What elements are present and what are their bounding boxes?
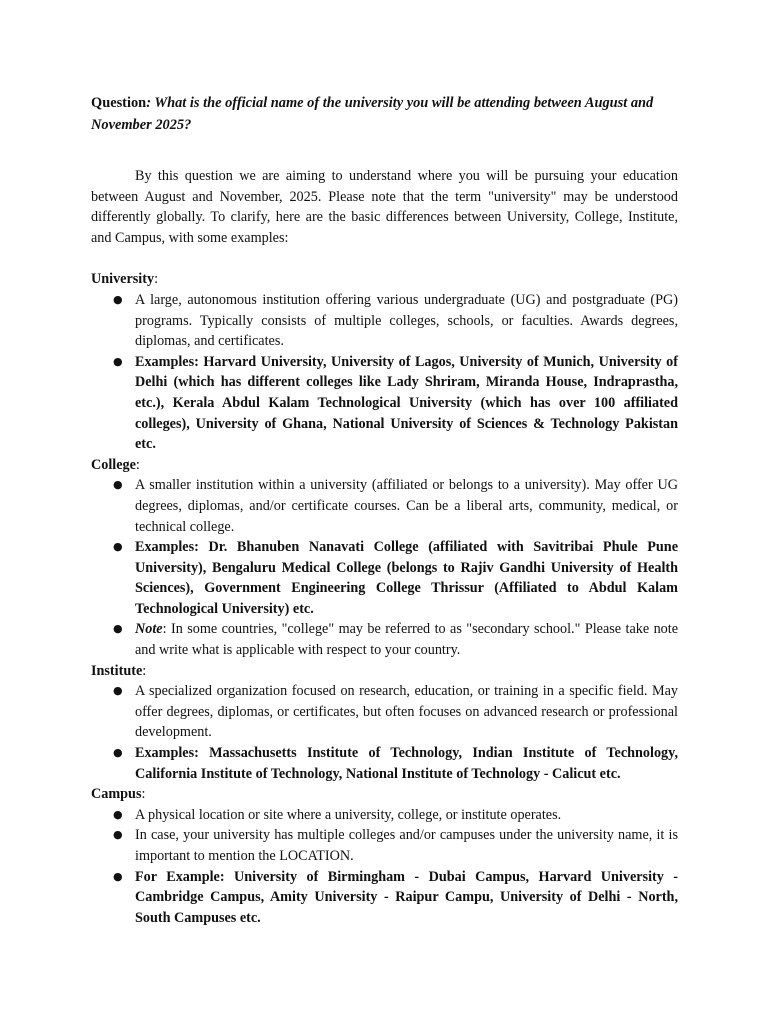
bullet-icon: ● bbox=[113, 807, 123, 821]
list-item-text: A large, autonomous institution offering various undergraduate (UG) and postgraduate (PG) programs. Typically consists of multiple colleges, schools, or faculties. Awards degrees, diplomas, and certificates. bbox=[135, 291, 678, 350]
question-label: Question bbox=[91, 95, 147, 111]
list-item bbox=[91, 537, 678, 619]
section-title: College bbox=[91, 456, 136, 473]
examples-text: For Example: University of Birmingham - Dubai Campus, Harvard University - Cambridge Campus, Amity University - Raipur Campu, University of Delhi - North, South Campuses etc. bbox=[135, 868, 678, 926]
section-heading-college bbox=[91, 455, 678, 476]
document-body bbox=[91, 92, 678, 928]
bullet-icon: ● bbox=[113, 828, 123, 842]
section-heading-institute bbox=[91, 661, 678, 682]
list-item bbox=[91, 743, 678, 784]
list-item bbox=[91, 805, 678, 826]
note-text: : In some countries, "college" may be referred to as "secondary school." Please take note and write what is applicable with respect to your country. bbox=[135, 621, 678, 659]
examples-text: Examples: Dr. Bhanuben Nanavati College (affiliated with Savitribai Phule Pune University), Bengaluru Medical College (belongs to Rajiv Gandhi University of Health Sciences), Government Engineering College Thrissur (Affiliated to Abdul Kalam Technological University) etc. bbox=[135, 539, 678, 617]
university-list bbox=[91, 290, 678, 455]
list-item bbox=[91, 825, 678, 866]
bullet-icon: ● bbox=[113, 540, 123, 554]
bullet-icon: ● bbox=[113, 869, 123, 883]
note-label: Note bbox=[135, 621, 163, 638]
list-item bbox=[91, 867, 678, 929]
list-item bbox=[91, 681, 678, 743]
examples-text: Examples: Massachusetts Institute of Technology, Indian Institute of Technology, California Institute of Technology, National Institute of Technology - Calicut etc. bbox=[135, 745, 678, 782]
college-list bbox=[91, 475, 678, 660]
list-item-text: A physical location or site where a university, college, or institute operates. bbox=[135, 806, 562, 823]
section-colon: : bbox=[135, 456, 140, 473]
list-item bbox=[91, 619, 678, 660]
bullet-icon: ● bbox=[113, 746, 123, 760]
section-heading-university bbox=[91, 269, 678, 290]
bullet-icon: ● bbox=[113, 684, 123, 698]
institute-list bbox=[91, 681, 678, 784]
examples-text: Examples: Harvard University, University of Lagos, University of Munich, University of Delhi (which has different colleges like Lady Shriram, Miranda House, Indraprastha, etc.), Kerala Abdul Kalam Technological University (which has over 100 affiliated colleges), University of Ghana, National University of Sciences & Technology Pakistan etc. bbox=[135, 353, 678, 453]
bullet-icon: ● bbox=[113, 622, 123, 636]
list-item-text: In case, your university has multiple colleges and/or campuses under the university name, it is important to mention the LOCATION. bbox=[135, 827, 678, 864]
section-heading-campus bbox=[91, 784, 678, 805]
list-item bbox=[91, 352, 678, 455]
list-item bbox=[91, 475, 678, 537]
intro-paragraph: By this question we are aiming to understand where you will be pursuing your education between August and November, 2025. Please note that the term "university" may be understood differently globally. To clarify, here are the basic differences between University, College, Institute, and Campus, with some examples: bbox=[91, 168, 678, 246]
question-heading bbox=[91, 92, 678, 136]
section-title: Institute bbox=[91, 662, 143, 679]
question-text: : What is the official name of the university you will be attending between August and November 2025? bbox=[91, 95, 654, 133]
bullet-icon: ● bbox=[113, 292, 123, 306]
bullet-icon: ● bbox=[113, 354, 123, 368]
section-colon: : bbox=[141, 786, 146, 803]
list-item-text: A specialized organization focused on research, education, or training in a specific field. May offer degrees, diplomas, or certificates, but often focuses on advanced research or professional development. bbox=[135, 683, 678, 741]
campus-list bbox=[91, 805, 678, 929]
list-item bbox=[91, 290, 678, 352]
section-colon: : bbox=[142, 662, 147, 679]
list-item-text: A smaller institution within a university (affiliated or belongs to a university). May offer UG degrees, diplomas, and/or certificate courses. Can be a liberal arts, community, medical, or technical college. bbox=[135, 477, 678, 535]
bullet-icon: ● bbox=[113, 478, 123, 492]
section-title: Campus bbox=[91, 786, 142, 803]
section-title: University bbox=[91, 271, 155, 288]
section-colon: : bbox=[154, 271, 159, 288]
